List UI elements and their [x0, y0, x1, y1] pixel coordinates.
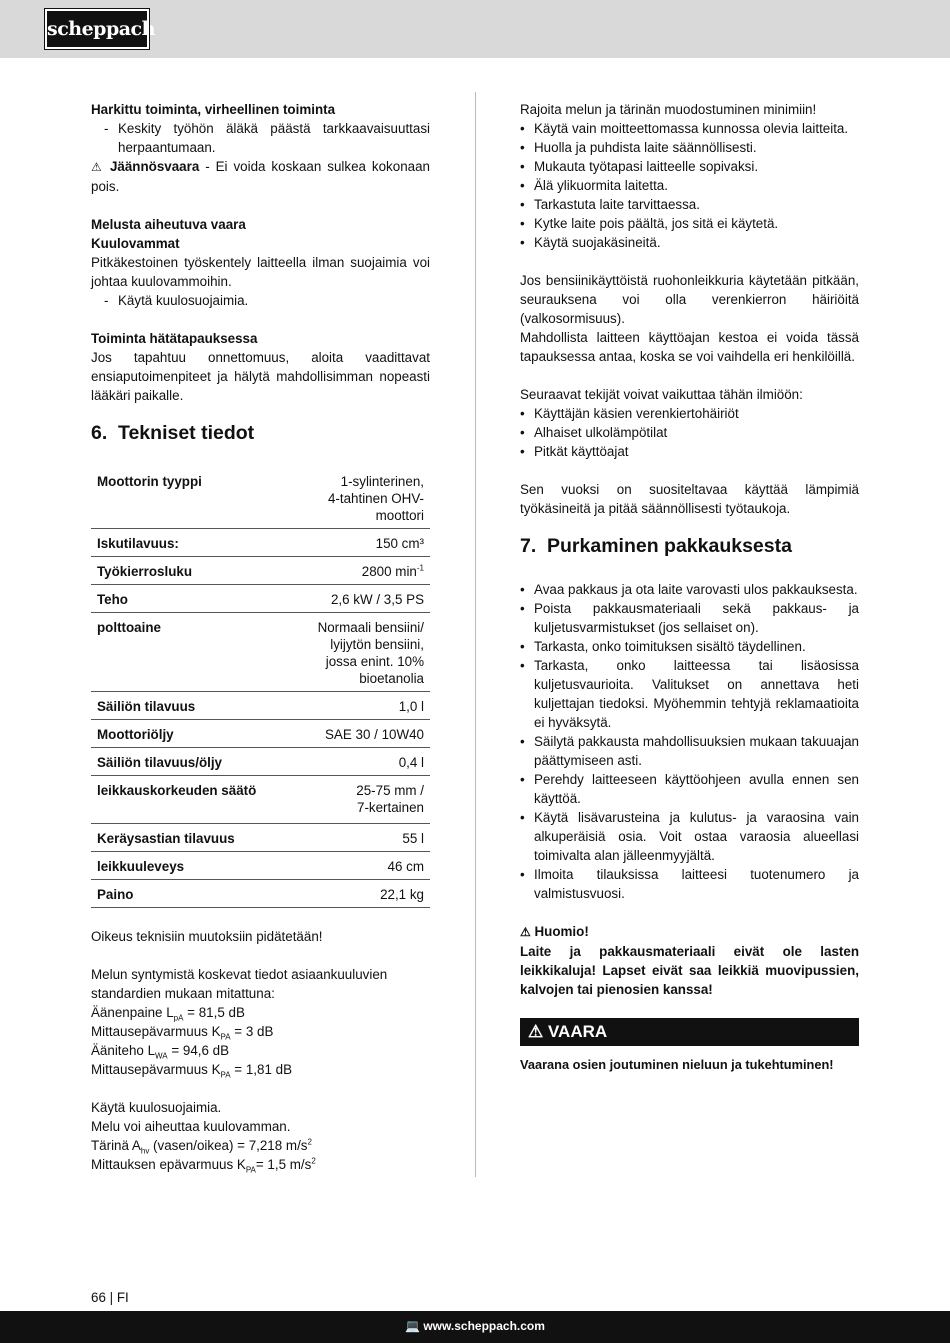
spec-value: 2800 $\min^{-1}$	[277, 557, 430, 585]
spec-value: SAE 30 / 10W40	[277, 720, 430, 748]
bullet-list	[520, 119, 859, 252]
spec-label: Työkierrosluku	[91, 557, 277, 585]
right-column	[520, 100, 859, 1074]
section-heading: Melusta aiheutuva vaara	[91, 217, 246, 232]
brand-logo: scheppach	[45, 9, 149, 49]
spec-row	[91, 529, 430, 557]
warning-icon: ⚠	[520, 925, 531, 939]
list-item: • Älä ylikuormita laitetta.	[520, 178, 668, 193]
paragraph: Jos bensiinikäyttöistä ruohonleikkuria käytetään pitkään, seurauksena voi olla verenkierron häiriöitä (valkosormisuus).	[520, 273, 859, 326]
bullet-list	[520, 580, 859, 903]
spec-value: Normaali bensiini/ lyijytön bensiini, jossa enint. 10% bioetanolia	[277, 613, 430, 692]
list-item: • Mukauta työtapasi laitteelle sopivaksi.	[520, 159, 759, 174]
spec-label: Säiliön tilavuus/öljy	[91, 748, 277, 776]
list-item: • Pitkät käyttöajat	[520, 444, 629, 459]
warning-icon: ⚠	[91, 160, 104, 174]
noise-value: Ääniteho $L_{WA} = 94,6$ dB	[91, 1043, 230, 1061]
spec-value: 46 cm	[277, 852, 430, 880]
paragraph: Seuraavat tekijät voivat vaikuttaa tähän ilmiöön:	[520, 387, 803, 402]
page-number: 66 | FI	[91, 1290, 129, 1305]
section-heading: Toiminta hätätapauksessa	[91, 331, 258, 346]
computer-icon: 💻	[405, 1319, 420, 1333]
danger-banner: ⚠ VAARA	[520, 1018, 859, 1046]
spec-label: Paino	[91, 880, 277, 908]
spec-label: Säiliön tilavuus	[91, 692, 277, 720]
dash-item: - Keskity työhön äläkä päästä tarkkaavaisuuttasi herpaantumaan.	[104, 121, 430, 155]
spec-label: leikkuuleveys	[91, 852, 277, 880]
section-subheading: Kuulovammat	[91, 236, 180, 251]
chapter-title: 7. Purkaminen pakkauksesta	[520, 535, 792, 557]
paragraph: Käytä kuulosuojaimia.	[91, 1100, 222, 1115]
notice-text: Laite ja pakkausmateriaali eivät ole lasten leikkikaluja! Lapset eivät saa leikkiä muovipussien, kalvojen tai pienosien kanssa!	[520, 944, 859, 997]
paragraph: Rajoita melun ja tärinän muodostuminen minimiin!	[520, 102, 817, 117]
spec-row	[91, 692, 430, 720]
paragraph: Jos tapahtuu onnettomuus, aloita vaadittavat ensiaputoimenpiteet ja hälytä mahdollisimman nopeasti lääkäri paikalle.	[91, 350, 430, 403]
spec-value: 22,1 kg	[277, 880, 430, 908]
spec-label: Teho	[91, 585, 277, 613]
list-item: • Käytä lisävarusteina ja kulutus- ja varaosina vain alkuperäisiä osia. Voit ostaa varaosia alueellasi toimivalta alan jälleenmyyjältä.	[520, 810, 859, 863]
spec-value: 25-75 mm / 7-kertainen	[277, 776, 430, 824]
list-item: • Avaa pakkaus ja ota laite varovasti ulos pakkauksesta.	[520, 582, 858, 597]
spec-label: Moottoriöljy	[91, 720, 277, 748]
list-item: • Ilmoita tilauksissa laitteesi tuotenumero ja valmistusvuosi.	[520, 867, 859, 901]
spec-row	[91, 852, 430, 880]
paragraph: Melu voi aiheuttaa kuulovamman.	[91, 1119, 291, 1134]
spec-label: Moottorin tyyppi	[91, 467, 277, 529]
list-item: • Huolla ja puhdista laite säännöllisesti.	[520, 140, 757, 155]
vibration-value: Mittauksen epävarmuus $K_{PA}= 1,5$ $m/s^2$	[91, 1156, 316, 1175]
spec-row	[91, 720, 430, 748]
list-item: • Tarkasta, onko laitteessa tai lisäosissa kuljetusvaurioita. Valitukset on annettava heti kuljettajan tiedoksi. Myöhemmin tehtyjä reklamaatioita ei hyväksytä.	[520, 658, 859, 730]
spec-row	[91, 467, 430, 529]
list-item: • Käytä vain moitteettomassa kunnossa olevia laitteita.	[520, 121, 849, 136]
left-column	[91, 100, 430, 1174]
danger-text: Vaarana osien joutuminen nieluun ja tukehtuminen!	[520, 1057, 834, 1072]
website-link[interactable]: www.scheppach.com	[423, 1319, 545, 1333]
spec-value: 1,0 l	[277, 692, 430, 720]
list-item: • Poista pakkausmateriaali sekä pakkaus- ja kuljetusvarmistukset (jos sellaiset on).	[520, 601, 859, 635]
list-item: • Perehdy laitteeseen käyttöohjeen avulla ennen sen käyttöä.	[520, 772, 859, 806]
spec-label: Iskutilavuus:	[91, 529, 277, 557]
spec-row	[91, 585, 430, 613]
rights-note: Oikeus teknisiin muutoksiin pidätetään!	[91, 929, 323, 944]
spec-row	[91, 557, 430, 585]
spec-table	[91, 467, 430, 908]
noise-value: Äänenpaine $L_{pA} = 81,5$ dB	[91, 1005, 245, 1023]
spec-value: 2,6 kW / 3,5 PS	[277, 585, 430, 613]
paragraph: Pitkäkestoinen työskentely laitteella ilman suojaimia voi johtaa kuulovammoihin.	[91, 255, 430, 289]
spec-label: polttoaine	[91, 613, 277, 692]
spec-label: leikkauskorkeuden säätö	[91, 776, 277, 824]
bullet-list	[520, 404, 859, 461]
spec-row	[91, 776, 430, 824]
list-item: • Alhaiset ulkolämpötilat	[520, 425, 668, 440]
spec-row	[91, 880, 430, 908]
noise-data-intro: Melun syntymistä koskevat tiedot asiaankuuluvien standardien mukaan mitattuna:	[91, 967, 388, 1001]
noise-value: Mittausepävarmuus $K_{PA} = 1,81$ dB	[91, 1062, 292, 1080]
section-heading: Harkittu toiminta, virheellinen toiminta	[91, 102, 336, 117]
list-item: • Käyttäjän käsien verenkiertohäiriöt	[520, 406, 739, 421]
list-item: • Tarkasta, onko toimituksen sisältö täydellinen.	[520, 639, 806, 654]
list-item: • Säilytä pakkausta mahdollisuuksien mukaan takuuajan päättymiseen asti.	[520, 734, 859, 768]
noise-value: Mittausepävarmuus $K_{PA} = 3$ dB	[91, 1024, 274, 1042]
spec-row	[91, 824, 430, 852]
list-item: • Tarkastuta laite tarvittaessa.	[520, 197, 700, 212]
list-item: • Käytä suojakäsineitä.	[520, 235, 661, 250]
list-item: • Kytke laite pois päältä, jos sitä ei käytetä.	[520, 216, 779, 231]
paragraph: Mahdollista laitteen käyttöajan kestoa ei voida tässä tapauksessa antaa, koska se voi vaihdella eri henkilöillä.	[520, 330, 859, 364]
residual-risk: ⚠ Jäännösvaara - Ei voida koskaan sulkea kokonaan pois.	[91, 159, 430, 194]
spec-value: 0,4 l	[277, 748, 430, 776]
column-divider	[475, 92, 476, 1177]
paragraph: Sen vuoksi on suositeltavaa käyttää lämpimiä työkäsineitä ja pitää säännöllisesti työtaukoja.	[520, 482, 859, 516]
vibration-value: Tärinä $A_{hv}$ (vasen/oikea) = 7,218 $m/s^2$	[91, 1137, 312, 1156]
spec-row	[91, 748, 430, 776]
spec-value: 1-sylinterinen, 4-tahtinen OHV- moottori	[277, 467, 430, 529]
dash-item: - Käytä kuulosuojaimia.	[104, 293, 249, 308]
spec-value: 55 l	[277, 824, 430, 852]
footer-bar	[0, 1311, 950, 1343]
spec-row	[91, 613, 430, 692]
chapter-title: 6. Tekniset tiedot	[91, 422, 255, 444]
spec-label: Keräysastian tilavuus	[91, 824, 277, 852]
warning-icon: ⚠	[528, 1022, 544, 1041]
spec-value: 150 cm³	[277, 529, 430, 557]
notice-title: ⚠ Huomio!	[520, 924, 589, 939]
